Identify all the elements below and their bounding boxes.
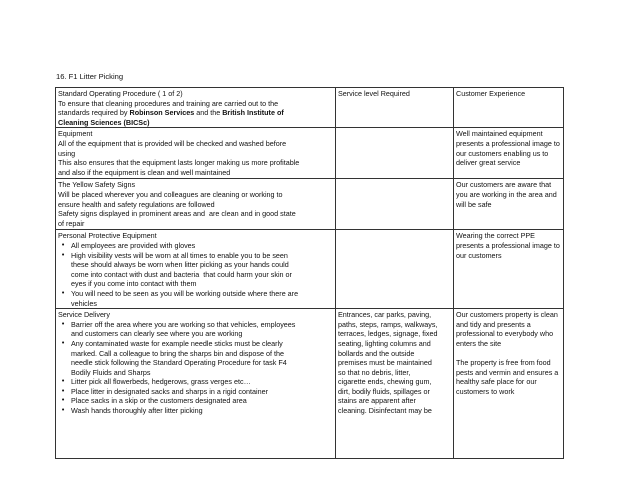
table-row — [56, 128, 564, 179]
bullet-line: • Barrier off the area where you are working so that vehicles, employees — [71, 319, 296, 329]
sop-bold-text: British Institute of — [222, 108, 284, 118]
service-line: premises must be maintained — [338, 358, 432, 368]
service-line: dirt, bodily fluids, spillages or — [338, 386, 430, 396]
bullet-line: • Any contaminated waste for example needle sticks must be clearly — [71, 338, 283, 348]
customer-line: and tidy and presents a — [456, 319, 531, 329]
customer-line: you are working in the area and — [456, 189, 557, 199]
list-item — [58, 241, 333, 251]
bullet-line: • You will need to be seen as you will be working outside where there are — [71, 288, 299, 298]
list-item — [58, 289, 333, 308]
sop-line — [58, 108, 333, 118]
bullet-line: these should always be worn when litter picking as your hands could — [71, 260, 289, 270]
procedure-line: All of the equipment that is provided will be checked and washed before — [58, 138, 287, 148]
bullet-line: marked. Call a colleague to bring the sharps bin and dispose of the — [71, 348, 284, 358]
bullet-list — [58, 320, 333, 416]
bullet-line: eyes if you come into contact with them — [71, 279, 197, 289]
customer-line: customers to work — [456, 386, 515, 396]
sop-header-cell — [56, 88, 336, 128]
customer-line: The property is free from food — [456, 358, 551, 368]
service-line: bollards and the outside — [338, 348, 415, 358]
bullet-line: Bodily Fluids and Sharps — [71, 367, 151, 377]
customer-experience-cell — [454, 179, 564, 230]
sop-bold-text: Cleaning Sciences (BICSc) — [58, 117, 150, 127]
list-item — [58, 377, 333, 387]
service-level-cell — [336, 230, 454, 309]
customer-line: our customers — [456, 250, 502, 260]
sop-title: Standard Operating Procedure ( 1 of 2) — [58, 89, 183, 98]
customer-line: pests and vermin and ensures a — [456, 367, 559, 377]
customer-experience-cell — [454, 128, 564, 179]
procedure-line: of repair — [58, 218, 85, 228]
table-row — [56, 179, 564, 230]
procedure-line: using — [58, 148, 76, 158]
bullet-line: come into contact with dust and bacteria that could harm your skin or — [71, 269, 292, 279]
service-level-cell — [336, 309, 454, 459]
list-item — [58, 320, 333, 339]
document-heading: 16. F1 Litter Picking — [56, 72, 124, 81]
procedure-cell — [56, 230, 336, 309]
section-title: Service Delivery — [58, 310, 110, 320]
service-line: stains are apparent after — [338, 396, 416, 406]
service-level-cell — [336, 128, 454, 179]
sop-table — [55, 87, 564, 459]
service-line: paths, steps, ramps, walkways, — [338, 319, 438, 329]
table-row — [56, 309, 564, 459]
service-level-cell — [336, 179, 454, 230]
bullet-line: • Place litter in designated sacks and sharps in a rigid container — [71, 386, 268, 396]
service-line: cigarette ends, chewing gum, — [338, 377, 432, 387]
customer-line: Our customers are aware that — [456, 180, 552, 190]
bullet-list — [58, 241, 333, 308]
customer-line: presents a professional image to — [456, 240, 560, 250]
list-item — [58, 396, 333, 406]
customer-line: Our customers property is clean — [456, 310, 558, 320]
procedure-cell — [56, 309, 336, 459]
customer-experience-header — [454, 88, 564, 128]
sop-text: and the — [194, 108, 223, 118]
header-label: Customer Experience — [456, 89, 526, 98]
service-line: seating, lighting columns and — [338, 338, 431, 348]
procedure-line: Will be placed wherever you and colleagues are cleaning or working to — [58, 189, 283, 199]
list-item — [58, 339, 333, 377]
service-line: Entrances, car parks, paving, — [338, 310, 432, 320]
procedure-line: This also ensures that the equipment lasts longer making us more profitable — [58, 158, 300, 168]
bullet-line: vehicles — [71, 298, 97, 308]
service-level-header — [336, 88, 454, 128]
procedure-line: Safety signs displayed in prominent areas and are clean and in good state — [58, 209, 296, 219]
sop-line: To ensure that cleaning procedures and training are carried out to the — [58, 98, 279, 108]
customer-line: Wearing the correct PPE — [456, 231, 535, 241]
procedure-cell — [56, 128, 336, 179]
customer-experience-cell — [454, 309, 564, 459]
table-row — [56, 230, 564, 309]
customer-experience-cell — [454, 230, 564, 309]
table-header-row — [56, 88, 564, 128]
list-item — [58, 251, 333, 289]
section-title: Personal Protective Equipment — [58, 231, 157, 241]
customer-line: deliver great service — [456, 158, 521, 168]
bullet-line: and customers can clearly see where you are working — [71, 329, 243, 339]
bullet-line: • Place sacks in a skip or the customers designated area — [71, 396, 247, 406]
bullet-line: • Litter pick all flowerbeds, hedgerows, grass verges etc… — [71, 377, 251, 387]
customer-line: our customers enabling us to — [456, 148, 549, 158]
sop-line — [58, 118, 333, 128]
customer-line: Well maintained equipment — [456, 129, 543, 139]
bullet-line: needle stick following the Standard Operating Procedure for task F4 — [71, 358, 287, 368]
customer-line: professional to everybody who — [456, 329, 554, 339]
sop-text: standards required by — [58, 108, 130, 118]
customer-line: healthy safe place for our — [456, 377, 537, 387]
procedure-cell — [56, 179, 336, 230]
service-line: terraces, ledges, signage, fixed — [338, 329, 438, 339]
customer-line: enters the site — [456, 338, 502, 348]
customer-line: will be safe — [456, 199, 492, 209]
list-item — [58, 387, 333, 397]
bullet-line: • Wash hands thoroughly after litter picking — [71, 406, 203, 416]
sop-bold-text: Robinson Services — [129, 108, 195, 118]
bullet-line: • All employees are provided with gloves — [71, 240, 196, 250]
list-item — [58, 406, 333, 416]
procedure-line: ensure health and safety regulations are followed — [58, 199, 215, 209]
spacer — [456, 349, 561, 359]
customer-line: presents a professional image to — [456, 138, 560, 148]
procedure-line: and also if the equipment is clean and well maintained — [58, 167, 231, 177]
section-title: Equipment — [58, 129, 93, 139]
service-line: cleaning. Disinfectant may be — [338, 406, 432, 416]
service-line: so that no debris, litter, — [338, 367, 411, 377]
header-label: Service level Required — [338, 89, 410, 98]
bullet-line: • High visibility vests will be worn at all times to enable you to be seen — [71, 250, 288, 260]
section-title: The Yellow Safety Signs — [58, 180, 136, 190]
